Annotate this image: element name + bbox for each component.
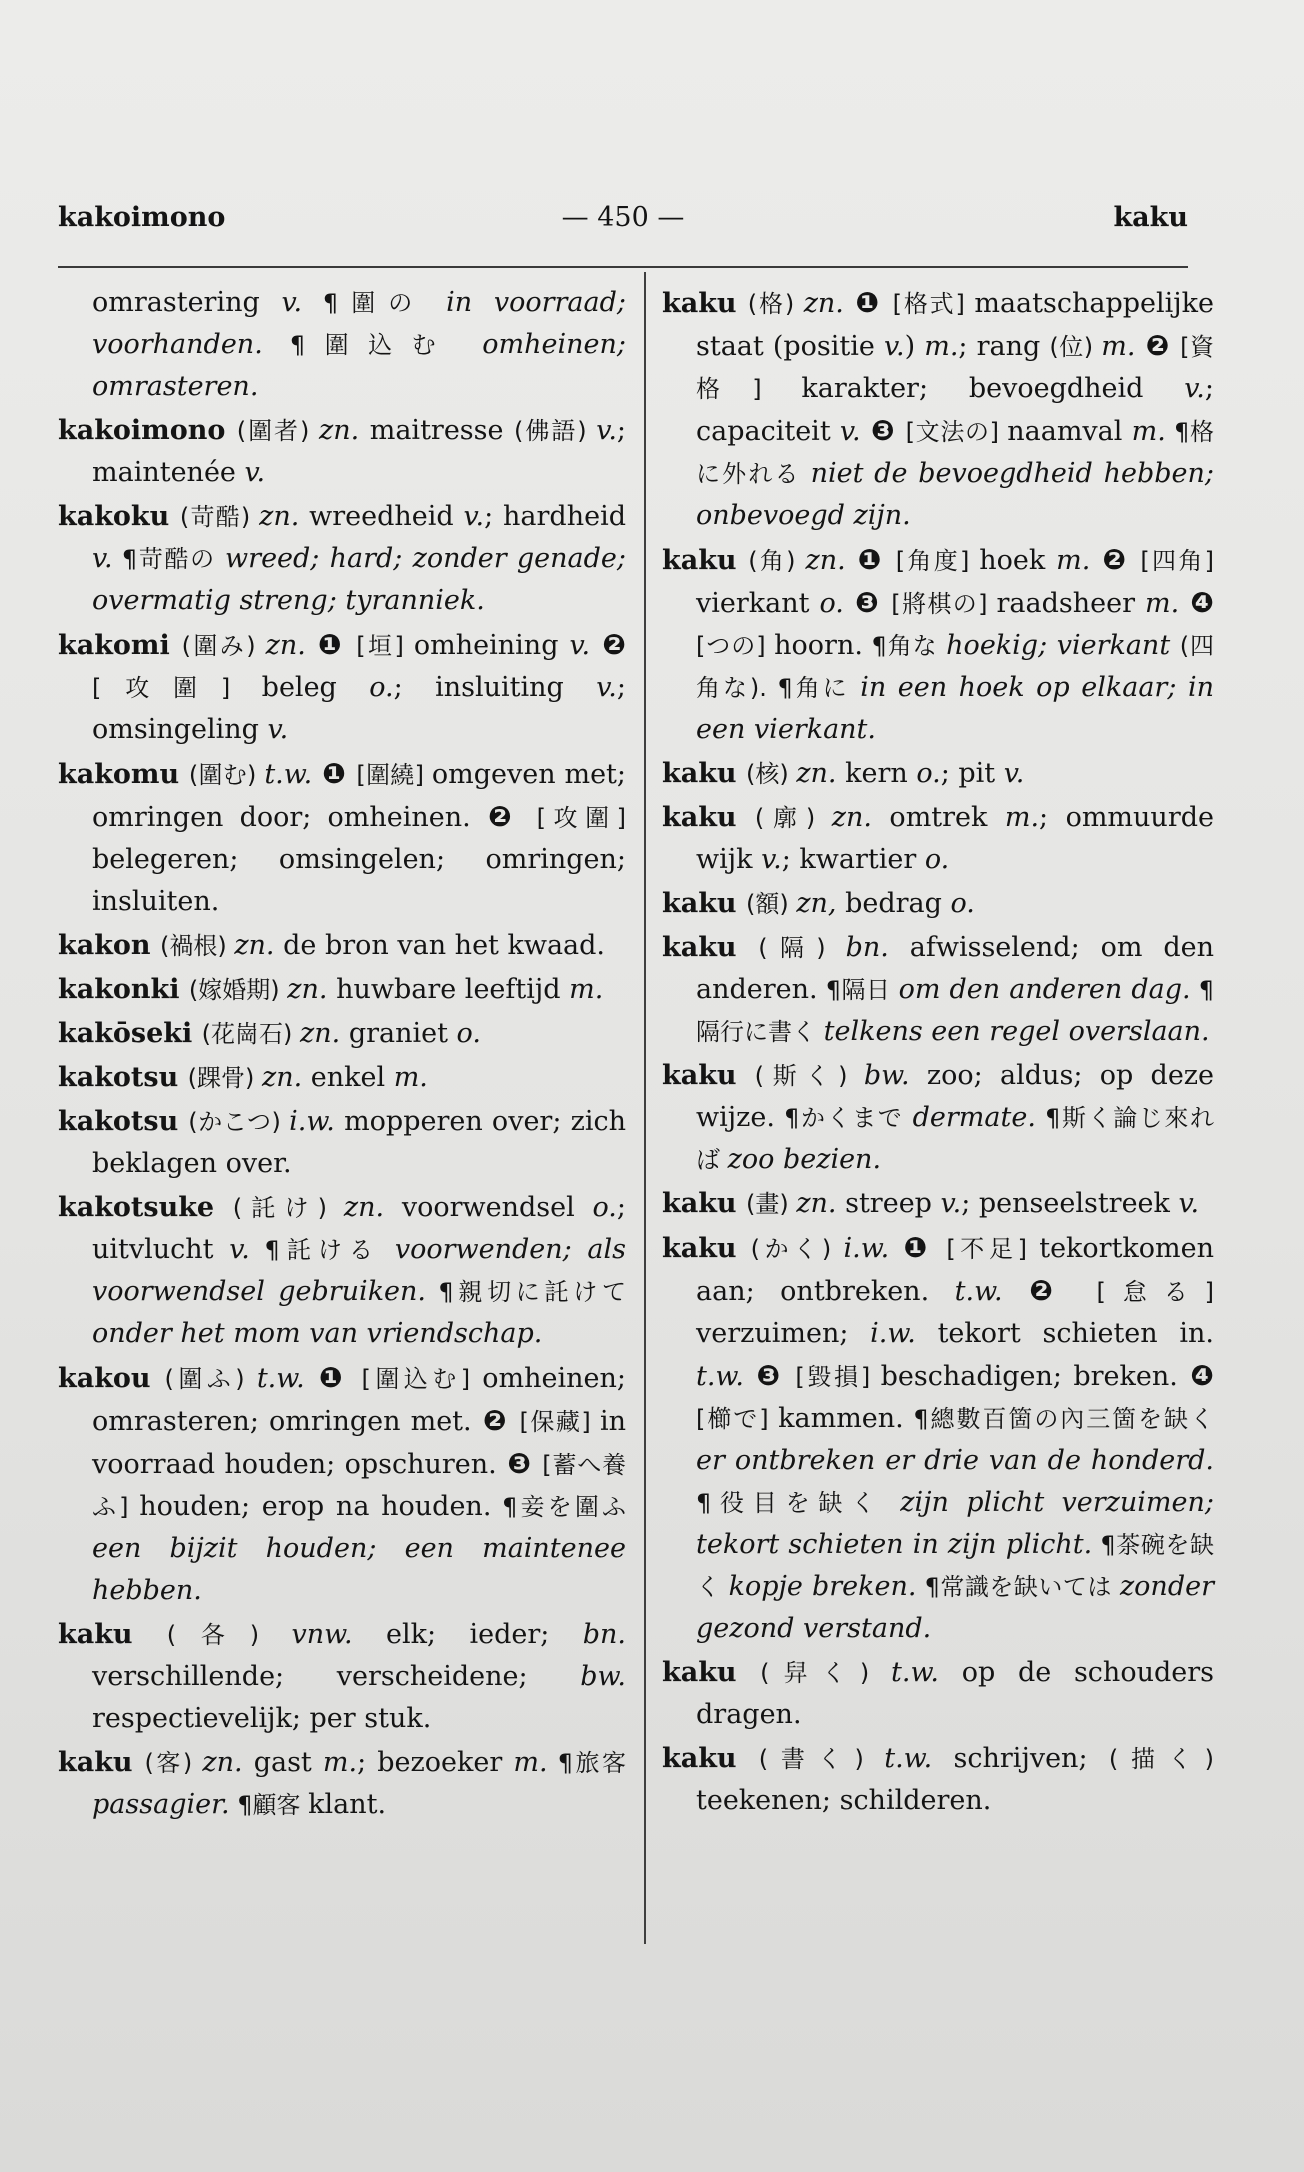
kanji-text: [圍込む] xyxy=(361,1365,483,1393)
part-of-speech: zn. xyxy=(343,1192,385,1223)
kanji-text: [不足] xyxy=(946,1235,1040,1263)
gloss-text: ; uitvlucht xyxy=(92,1192,626,1265)
kanji-text: (舁く) xyxy=(760,1659,892,1687)
kanji-text: ¶かくまで xyxy=(774,1104,913,1132)
sense-number-icon: ❶ xyxy=(312,757,357,790)
headword: kaku xyxy=(662,802,755,833)
kanji-text: [蓄へ養ふ] xyxy=(92,1451,627,1521)
headword: kaku xyxy=(58,1619,167,1650)
part-of-speech: zn. xyxy=(234,930,275,961)
headword: kakon xyxy=(58,930,160,961)
kanji-text: ¶顧客 xyxy=(229,1791,309,1819)
dictionary-entry xyxy=(662,927,1214,1053)
headword: kaku xyxy=(662,758,746,789)
sense-number-icon: ❷ xyxy=(1002,1274,1097,1307)
headword: kaku xyxy=(662,932,759,963)
part-of-speech: bw. xyxy=(863,1060,910,1091)
sense-number-icon: ❶ xyxy=(845,543,896,576)
part-of-speech: v. xyxy=(940,1188,962,1219)
part-of-speech: t.w. xyxy=(256,1363,305,1394)
sense-number-icon: ❷ xyxy=(1090,543,1141,576)
example-text: niet de bevoegdheid hebben; onbevoegd zijn. xyxy=(696,458,1214,531)
gloss-text: op de schouders dragen. xyxy=(696,1657,1214,1730)
dictionary-entry xyxy=(58,1101,626,1185)
dictionary-entry xyxy=(662,1183,1214,1225)
gloss-text: ; kwartier xyxy=(781,844,925,875)
kanji-text: [保藏] xyxy=(519,1408,600,1436)
part-of-speech: bw. xyxy=(580,1661,626,1692)
right-column xyxy=(662,282,1214,1824)
sense-number-icon: ❷ xyxy=(1135,329,1181,362)
kanji-text: (かこつ) xyxy=(188,1108,290,1136)
example-text: zijn plicht verzuimen; tekort schieten in zijn plicht. xyxy=(696,1487,1214,1560)
gloss-text: afwisselend; om den anderen. xyxy=(696,932,1214,1005)
kanji-text: (四角な). xyxy=(696,632,1215,702)
part-of-speech: zn. xyxy=(803,288,844,319)
dictionary-entry xyxy=(662,539,1214,751)
part-of-speech: o. xyxy=(369,672,394,703)
kanji-text: ¶旅客 xyxy=(547,1749,627,1777)
headword: kakoimono xyxy=(58,415,237,446)
kanji-text: (苛酷) xyxy=(179,503,260,531)
sense-number-icon: ❹ xyxy=(1177,1359,1214,1392)
gloss-text: raadsheer xyxy=(996,588,1145,619)
part-of-speech: m. xyxy=(1144,588,1180,619)
gloss-text: in voorraad houden; opschuren. xyxy=(92,1406,626,1480)
kanji-text: (核) xyxy=(745,760,797,788)
example-text: in een hoek op elkaar; in een vierkant. xyxy=(696,672,1214,745)
part-of-speech: zn, xyxy=(796,888,837,919)
dictionary-entry xyxy=(58,925,626,967)
gloss-text: hoorn. xyxy=(774,630,863,661)
part-of-speech: v. xyxy=(92,543,113,574)
kanji-text: [將棋の] xyxy=(891,590,997,618)
headword: kakoku xyxy=(58,501,180,532)
part-of-speech: m. xyxy=(924,331,959,362)
part-of-speech: bn. xyxy=(582,1619,626,1650)
part-of-speech: t.w. xyxy=(891,1657,939,1688)
example-text: een bijzit houden; een maintenee hebben. xyxy=(92,1533,626,1606)
headword: kaku xyxy=(662,1233,751,1264)
gloss-text: ; pit xyxy=(940,758,1004,789)
headword: kaku xyxy=(662,1743,759,1774)
kanji-text: (踝骨) xyxy=(187,1064,262,1092)
part-of-speech: zn. xyxy=(300,1018,341,1049)
kanji-text: ¶角な xyxy=(862,632,947,660)
dictionary-entry xyxy=(58,753,626,923)
gloss-text: vierkant xyxy=(696,588,820,619)
part-of-speech: zn. xyxy=(318,415,360,446)
gloss-text: ; insluiting xyxy=(393,672,597,703)
part-of-speech: v. xyxy=(569,630,591,661)
gloss-text: huwbare leeftijd xyxy=(327,974,570,1005)
kanji-text: ¶茶碗を缺く xyxy=(696,1531,1215,1601)
part-of-speech: t.w. xyxy=(954,1276,1003,1307)
example-text: telkens een regel overslaan. xyxy=(823,1016,1210,1047)
kanji-text: (花崗石) xyxy=(201,1020,301,1048)
example-text: dermate. xyxy=(912,1102,1036,1133)
dictionary-entry xyxy=(662,1055,1214,1181)
sense-number-icon: ❷ xyxy=(470,800,537,833)
kanji-text: (位) xyxy=(1049,333,1102,361)
part-of-speech: m. xyxy=(569,974,604,1005)
kanji-text: [攻圍] xyxy=(92,674,262,702)
gloss-text: ; hardheid xyxy=(484,501,627,532)
part-of-speech: o. xyxy=(924,844,950,875)
part-of-speech: zn. xyxy=(805,545,846,576)
kanji-text: ¶託ける xyxy=(249,1236,395,1264)
gloss-text: kern xyxy=(836,758,917,789)
headword: kaku xyxy=(662,288,748,319)
kanji-text: (客) xyxy=(144,1749,203,1777)
sense-number-icon: ❹ xyxy=(1179,586,1214,619)
kanji-text: ¶隔行に書く xyxy=(696,976,1214,1046)
headword: kakomu xyxy=(58,759,189,790)
part-of-speech: v. xyxy=(267,714,289,745)
part-of-speech: v. xyxy=(244,457,266,488)
dictionary-entry xyxy=(662,1738,1214,1822)
gloss-text: naamval xyxy=(1007,416,1132,447)
kanji-text: (角) xyxy=(748,547,806,575)
part-of-speech: zn. xyxy=(202,1747,243,1778)
sense-number-icon: ❸ xyxy=(743,1359,796,1392)
headword: kakonki xyxy=(58,974,189,1005)
part-of-speech: zn. xyxy=(796,1188,837,1219)
header-guide-word-left: kakoimono xyxy=(58,202,226,233)
sense-number-icon: ❶ xyxy=(889,1231,947,1264)
headword: kakōseki xyxy=(58,1018,202,1049)
kanji-text: [怠る] xyxy=(1096,1278,1215,1306)
part-of-speech: zn. xyxy=(831,802,872,833)
part-of-speech: zn. xyxy=(259,501,300,532)
gloss-text: omtrek xyxy=(871,802,1005,833)
gloss-text: houden; erop na houden. xyxy=(139,1491,492,1522)
gloss-text: tekortkomen aan; ontbreken. xyxy=(696,1233,1215,1307)
part-of-speech: m. xyxy=(513,1747,548,1778)
gloss-text: ; bezoeker xyxy=(357,1747,514,1778)
kanji-text: [つの] xyxy=(696,632,775,660)
example-text: omheinen; omrasteren. xyxy=(92,329,626,402)
kanji-text: ¶役目を缺く xyxy=(696,1489,901,1517)
gloss-text: streep xyxy=(836,1188,941,1219)
dictionary-entry xyxy=(58,1357,626,1612)
part-of-speech: vnw. xyxy=(291,1619,353,1650)
kanji-text: (嫁婚期) xyxy=(188,976,288,1004)
kanji-text: (畫) xyxy=(745,1190,797,1218)
part-of-speech: m. xyxy=(1004,802,1040,833)
gloss-text: ; capaciteit xyxy=(696,373,1214,447)
kanji-text: (かく) xyxy=(750,1235,844,1263)
kanji-text: [角度] xyxy=(895,547,980,575)
part-of-speech: v. xyxy=(761,844,782,875)
example-text: onder het mom van vriendschap. xyxy=(92,1318,543,1349)
kanji-text: (圍者) xyxy=(236,417,319,445)
kanji-text: (禍根) xyxy=(159,932,235,960)
kanji-text: (描く) xyxy=(1108,1745,1214,1773)
kanji-text: ¶苛酷の xyxy=(112,545,226,573)
gloss-text: omrastering xyxy=(92,287,282,318)
part-of-speech: v. xyxy=(883,331,905,362)
part-of-speech: v. xyxy=(1178,1188,1200,1219)
gloss-text: elk; ieder; xyxy=(352,1619,583,1650)
kanji-text: ¶常識を缺いては xyxy=(916,1573,1120,1601)
column-divider xyxy=(644,272,646,1944)
headword: kaku xyxy=(662,545,749,576)
kanji-text: [格式] xyxy=(892,290,975,318)
kanji-text: ¶隔日 xyxy=(817,976,899,1004)
gloss-text: tekort schieten in. xyxy=(915,1318,1214,1349)
dictionary-entry xyxy=(58,410,626,494)
sense-number-icon: ❸ xyxy=(843,586,892,619)
headword: kaku xyxy=(58,1747,145,1778)
gloss-text: klant. xyxy=(308,1789,387,1820)
header-guide-word-right: kaku xyxy=(1113,202,1188,233)
part-of-speech: v. xyxy=(596,672,617,703)
headword: kaku xyxy=(662,1188,746,1219)
gloss-text: omheining xyxy=(413,630,570,661)
dictionary-entry xyxy=(662,282,1214,537)
example-text: hoekig; vierkant xyxy=(946,630,1180,661)
example-text: wreed; hard; zonder genade; overmatig streng; tyranniek. xyxy=(92,543,627,616)
gloss-text: wreedheid xyxy=(299,501,464,532)
part-of-speech: i.w. xyxy=(870,1318,916,1349)
dictionary-entry xyxy=(58,624,626,751)
kanji-text: ¶總數百箇の內三箇を缺く xyxy=(903,1405,1214,1433)
gloss-text: gast xyxy=(242,1747,323,1778)
part-of-speech: t.w. xyxy=(696,1361,744,1392)
part-of-speech: m. xyxy=(393,1062,428,1093)
gloss-text: hoek xyxy=(979,545,1057,576)
part-of-speech: o. xyxy=(916,758,941,789)
sense-number-icon: ❶ xyxy=(304,1361,362,1394)
kanji-text: (託け) xyxy=(232,1194,344,1222)
part-of-speech: o. xyxy=(819,588,844,619)
page-header xyxy=(58,202,1188,244)
part-of-speech: m. xyxy=(322,1747,358,1778)
dictionary-entry xyxy=(662,883,1214,925)
gloss-text: de bron van het kwaad. xyxy=(274,930,606,961)
part-of-speech: v. xyxy=(1003,758,1025,789)
gloss-text: omheinen; omrasteren; omringen met. xyxy=(92,1363,627,1437)
part-of-speech: t.w. xyxy=(264,759,313,790)
gloss-text: verzuimen; xyxy=(696,1318,871,1349)
part-of-speech: m. xyxy=(1101,331,1136,362)
gloss-text: respectievelijk; per stuk. xyxy=(92,1703,432,1734)
part-of-speech: o. xyxy=(950,888,975,919)
kanji-text: [資格] xyxy=(696,333,1214,403)
part-of-speech: v. xyxy=(596,415,617,446)
kanji-text: ¶親切に託けて xyxy=(426,1278,626,1306)
dictionary-entry xyxy=(58,496,626,622)
kanji-text: ¶角に xyxy=(777,674,861,702)
gloss-text: bedrag xyxy=(836,888,951,919)
dictionary-entry xyxy=(58,969,626,1011)
part-of-speech: m. xyxy=(1131,416,1166,447)
kanji-text: (廓) xyxy=(754,804,832,832)
kanji-text: (隔) xyxy=(758,934,846,962)
kanji-text: ¶斯く論じ來れば xyxy=(696,1104,1214,1174)
gloss-text: beleg xyxy=(261,672,370,703)
dictionary-entry xyxy=(58,1742,626,1826)
part-of-speech: zn. xyxy=(265,630,306,661)
kanji-text: (圍み) xyxy=(181,632,266,660)
sense-number-icon: ❷ xyxy=(471,1404,520,1437)
dictionary-entry xyxy=(58,1057,626,1099)
dictionary-entry xyxy=(662,1227,1214,1650)
kanji-text: [櫛で] xyxy=(696,1405,779,1433)
headword: kaku xyxy=(662,888,746,919)
gloss-text: maatschappelijke staat (positie xyxy=(696,288,1214,362)
example-text: in voorraad; voorhanden. xyxy=(92,287,627,360)
kanji-text: (佛語) xyxy=(514,417,597,445)
kanji-text: (斯く) xyxy=(754,1062,864,1090)
kanji-text: (圍む) xyxy=(188,761,265,789)
gloss-text: ; penseelstreek xyxy=(961,1188,1179,1219)
gloss-text: graniet xyxy=(340,1018,457,1049)
part-of-speech: zn. xyxy=(261,1062,303,1093)
kanji-text: (各) xyxy=(166,1621,292,1649)
gloss-text: ; ommuurde wijk xyxy=(696,802,1214,875)
gloss-text: omgeven met; omringen door; omheinen. xyxy=(92,759,626,833)
headword: kaku xyxy=(662,1657,761,1688)
kanji-text: ¶圍込む xyxy=(262,331,483,359)
kanji-text: [毀損] xyxy=(795,1363,881,1391)
sense-number-icon: ❷ xyxy=(590,628,627,661)
header-rule xyxy=(58,266,1188,268)
gloss-text: belegeren; omsingelen; omringen; insluiten. xyxy=(92,844,626,917)
dictionary-entry xyxy=(662,797,1214,881)
example-text: zoo bezien. xyxy=(727,1144,882,1175)
example-text: om den anderen dag. xyxy=(898,974,1191,1005)
part-of-speech: o. xyxy=(592,1192,617,1223)
sense-number-icon: ❸ xyxy=(860,414,906,447)
part-of-speech: v. xyxy=(1184,373,1205,404)
gloss-text: schrijven; xyxy=(932,1743,1109,1774)
headword: kakou xyxy=(58,1363,165,1394)
part-of-speech: v. xyxy=(839,416,861,447)
part-of-speech: v. xyxy=(463,501,485,532)
sense-number-icon: ❸ xyxy=(496,1447,543,1480)
example-text: passagier. xyxy=(92,1789,230,1820)
gloss-text: kammen. xyxy=(778,1403,904,1434)
gloss-text: mopperen over; zich beklagen over. xyxy=(92,1106,626,1179)
left-column xyxy=(58,282,626,1828)
headword: kaku xyxy=(662,1060,755,1091)
kanji-text: ¶妾を圍ふ xyxy=(491,1493,626,1521)
gloss-text: zoo; aldus; op deze wijze. xyxy=(696,1060,1214,1133)
part-of-speech: v. xyxy=(281,287,303,318)
dictionary-entry xyxy=(58,1614,626,1740)
headword: kakomi xyxy=(58,630,182,661)
part-of-speech: i.w. xyxy=(289,1106,335,1137)
gloss-text: voorwendsel xyxy=(384,1192,593,1223)
part-of-speech: o. xyxy=(456,1018,481,1049)
gloss-text: verschillende; verscheidene; xyxy=(92,1661,581,1692)
part-of-speech: zn. xyxy=(287,974,328,1005)
kanji-text: (圍ふ) xyxy=(164,1365,257,1393)
gloss-text: karakter; bevoegdheid xyxy=(801,373,1185,404)
headword: kakotsu xyxy=(58,1106,189,1137)
gloss-text: ; maintenée xyxy=(92,415,627,488)
part-of-speech: m. xyxy=(1056,545,1091,576)
part-of-speech: i.w. xyxy=(843,1233,890,1264)
dictionary-entry xyxy=(58,1187,626,1355)
example-text: kopje breken. xyxy=(728,1571,917,1602)
kanji-text: [文法の] xyxy=(905,418,1008,446)
headword: kakotsuke xyxy=(58,1192,233,1223)
gloss-text: teekenen; schilderen. xyxy=(696,1785,992,1816)
part-of-speech: zn. xyxy=(796,758,837,789)
page-number: — 450 — xyxy=(561,202,685,233)
kanji-text: [四角] xyxy=(1140,547,1214,575)
kanji-text: ¶格に外れる xyxy=(696,418,1215,488)
kanji-text: [圍繞] xyxy=(356,761,432,789)
kanji-text: (書く) xyxy=(758,1745,885,1773)
gloss-text: ; omsingeling xyxy=(92,672,626,745)
dictionary-entry xyxy=(58,1013,626,1055)
example-text: er ontbreken er drie van de honderd. xyxy=(696,1445,1214,1476)
gloss-text: maitresse xyxy=(359,415,515,446)
dictionary-entry xyxy=(58,282,626,408)
kanji-text: [垣] xyxy=(356,632,414,660)
part-of-speech: v. xyxy=(229,1234,250,1265)
part-of-speech: bn. xyxy=(845,932,889,963)
example-text: zonder gezond verstand. xyxy=(696,1571,1214,1644)
kanji-text: (格) xyxy=(747,290,804,318)
gloss-text: ; rang xyxy=(958,331,1050,362)
gloss-text: enkel xyxy=(302,1062,394,1093)
example-text: voorwenden; als voorwendsel gebruiken. xyxy=(92,1234,626,1307)
kanji-text: [攻圍] xyxy=(536,804,626,832)
dictionary-entry xyxy=(662,753,1214,795)
gloss-text: beschadigen; breken. xyxy=(880,1361,1178,1392)
sense-number-icon: ❶ xyxy=(843,286,893,319)
kanji-text: (額) xyxy=(745,890,797,918)
sense-number-icon: ❶ xyxy=(305,628,357,661)
part-of-speech: t.w. xyxy=(884,1743,933,1774)
dictionary-entry xyxy=(662,1652,1214,1736)
kanji-text: ¶圍の xyxy=(302,289,447,317)
gloss-text: ) xyxy=(904,331,925,362)
headword: kakotsu xyxy=(58,1062,188,1093)
